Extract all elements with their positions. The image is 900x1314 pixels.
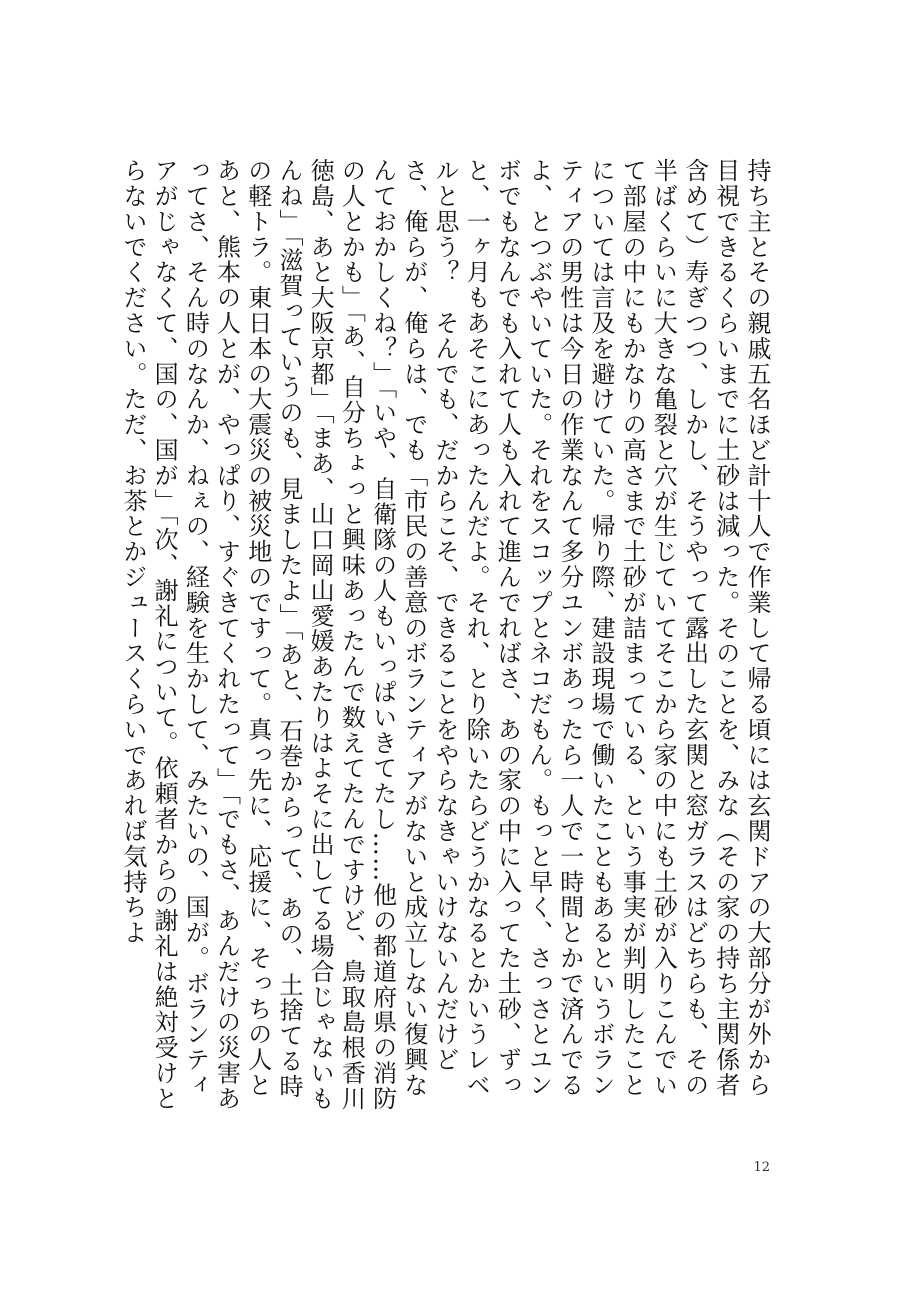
body-paragraph: 持ち主とその親戚五名ほど計十人で作業して帰る頃には玄関ドアの大部分が外から目視できるくらいまでに土砂は減った。そのことを、みな（その家の持ち主関係者含めて）寿ぎつつ、しかし、そうやって露出した玄関と窓ガラスはどちらも、その半ばくらいに大きな亀裂と穴が生じていてそこから家の中にも土砂が入りこんでいて部屋の中にもかなりの高さまで土砂が詰まっている、という事実が判明したことについては言及を避けていた。帰り際、建設現場で働いたこともあるというボランティアの男性は今日の作業なんて多分ユンボあったら一人で一時間とかで済んでるよ、とつぶやいていた。それをスコップとネコだもん。もっと早く、さっさとユンボでもなんでも入れて人も入れて進んでればさ、あの家の中に入ってた土砂、ずっと、一ヶ月もあそこにあったんだよ。それ、とり除いたらどうかなるとかいうレベルと思う？ そんでも、だからこそ、できることをやらなきゃいけないんだけどさ、俺らが、俺らは、でも「市民の善意のボランティアがないと成立しない復興なんておかしくね？」「いや、自衛隊の人もいっぱいきてたし……他の都道府県の消防の人とかも」「あ、自分ちょっと興味あったんで数えてたんですけど、鳥取島根香川徳島、あと大阪京都」「まあ、山口岡山愛媛あたりはよそに出してる場合じゃないもんね」「滋賀っていうのも、見ましたよ」「あと、石巻からって、あの、土捨てる時の軽トラ。東日本の大震災の被災地のですって。真っ先に、応援に、そっちの人とあと、熊本の人とが、やっぱり、すぐきてくれたって」「でもさ、あんだけの災害あってさ、そん時のなんか、ねぇの、経験を生かして、みたいの、国が。ボランティアがじゃなくて、国の、国が」「次、謝礼について。依頼者からの謝礼は絶対受けとらないでください。ただ、お茶とかジュースくらいであれば気持ちよ [118, 158, 771, 1112]
vertical-text-block [118, 158, 772, 1118]
page-number: 12 [753, 1160, 770, 1175]
